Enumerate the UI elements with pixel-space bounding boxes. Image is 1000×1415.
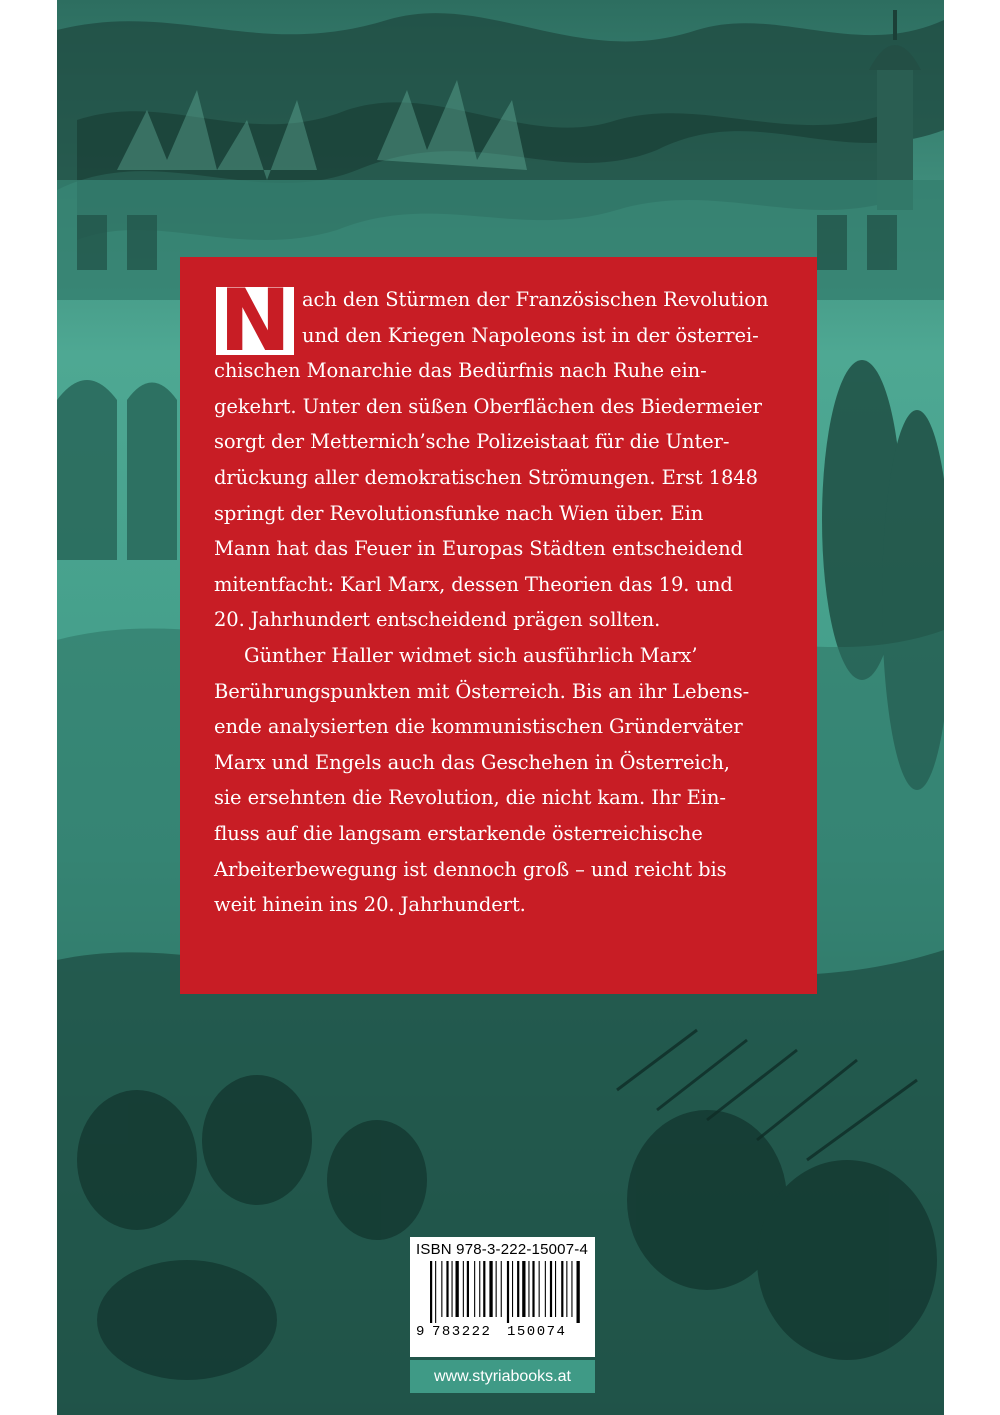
barcode-bar (489, 1261, 492, 1317)
barcode-digits-right: 150074 (507, 1324, 567, 1340)
blurb-line: Marx und Engels auch das Geschehen in Österreich, (214, 750, 730, 774)
barcode-bar (441, 1261, 442, 1317)
blurb-line: mitentfacht: Karl Marx, dessen Theorien das 19. und (214, 572, 733, 596)
barcode-digits (416, 1324, 589, 1340)
barcode-bar (507, 1261, 509, 1323)
barcode-bar (474, 1261, 475, 1317)
blurb-line: ende analysierten die kommunistischen Gründerväter (214, 715, 743, 739)
blurb-line: Günther Haller widmet sich ausführlich Marx’ (244, 643, 698, 667)
barcode-bar (446, 1261, 448, 1317)
book-back-cover (57, 0, 944, 1415)
barcode-bar (522, 1261, 525, 1317)
barcode-bar (532, 1261, 534, 1317)
blurb-line: weit hinein ins 20. Jahrhundert. (214, 893, 526, 917)
barcode-bar (555, 1261, 556, 1317)
barcode-bar (571, 1261, 572, 1317)
blurb-line: chischen Monarchie das Bedürfnis nach Ruhe ein- (214, 359, 707, 383)
barcode-bar (561, 1261, 563, 1317)
publisher-url: www.styriabooks.at (410, 1360, 595, 1393)
blurb-line: Berührungspunkten mit Österreich. Bis an ihr Lebens- (214, 679, 750, 703)
drop-cap: N (216, 287, 294, 355)
barcode-digit-first: 9 (416, 1324, 425, 1340)
barcode-bar (545, 1261, 546, 1317)
blurb-line: sorgt der Metternich’sche Polizeistaat für die Unter- (214, 430, 730, 454)
barcode-digits-left: 783222 (432, 1324, 492, 1340)
barcode-bar (550, 1261, 552, 1317)
blurb-line: 20. Jahrhundert entscheidend prägen sollten. (214, 608, 661, 632)
blurb-line: fluss auf die langsam erstarkende österreichische (214, 821, 703, 845)
blurb-line: drückung aller demokratischen Strömungen. Erst 1848 (214, 465, 758, 489)
barcode-bar (539, 1261, 540, 1317)
barcode-bar (456, 1261, 459, 1317)
barcode-bar (566, 1261, 567, 1317)
blurb-line: sie ersehnten die Revolution, die nicht kam. Ihr Ein- (214, 786, 726, 810)
barcode-bar (483, 1261, 485, 1317)
barcode-bar (528, 1261, 529, 1317)
barcode-bar (463, 1261, 464, 1317)
barcode-bar (501, 1261, 502, 1317)
blurb-line: Arbeiterbewegung ist dennoch groß – und reicht bis (214, 857, 727, 881)
barcode-bar (452, 1261, 453, 1317)
blurb-paragraph-1 (214, 282, 787, 638)
barcode-bar (479, 1261, 480, 1317)
barcode-bar (517, 1261, 519, 1317)
barcode-bar (577, 1261, 580, 1323)
blurb-line: springt der Revolutionsfunke nach Wien über. Ein (214, 501, 704, 525)
barcode-bar (467, 1261, 469, 1317)
blurb-line: und den Kriegen Napoleons ist in der österrei- (302, 323, 759, 347)
barcode-bar (496, 1261, 497, 1317)
barcode-bar (430, 1261, 432, 1323)
barcode-bar (512, 1261, 513, 1317)
blurb-paragraph-2 (214, 638, 787, 923)
blurb-line: Mann hat das Feuer in Europas Städten entscheidend (214, 537, 743, 561)
barcode-icon (416, 1261, 589, 1323)
blurb-line: ach den Stürmen der Französischen Revolution (302, 288, 769, 311)
barcode-bar (435, 1261, 436, 1323)
isbn-barcode-block (410, 1237, 595, 1357)
blurb-box (180, 257, 817, 994)
blurb-line: gekehrt. Unter den süßen Oberflächen des Biedermeier (214, 394, 762, 418)
isbn-label: ISBN 978-3-222-15007-4 (416, 1241, 589, 1258)
